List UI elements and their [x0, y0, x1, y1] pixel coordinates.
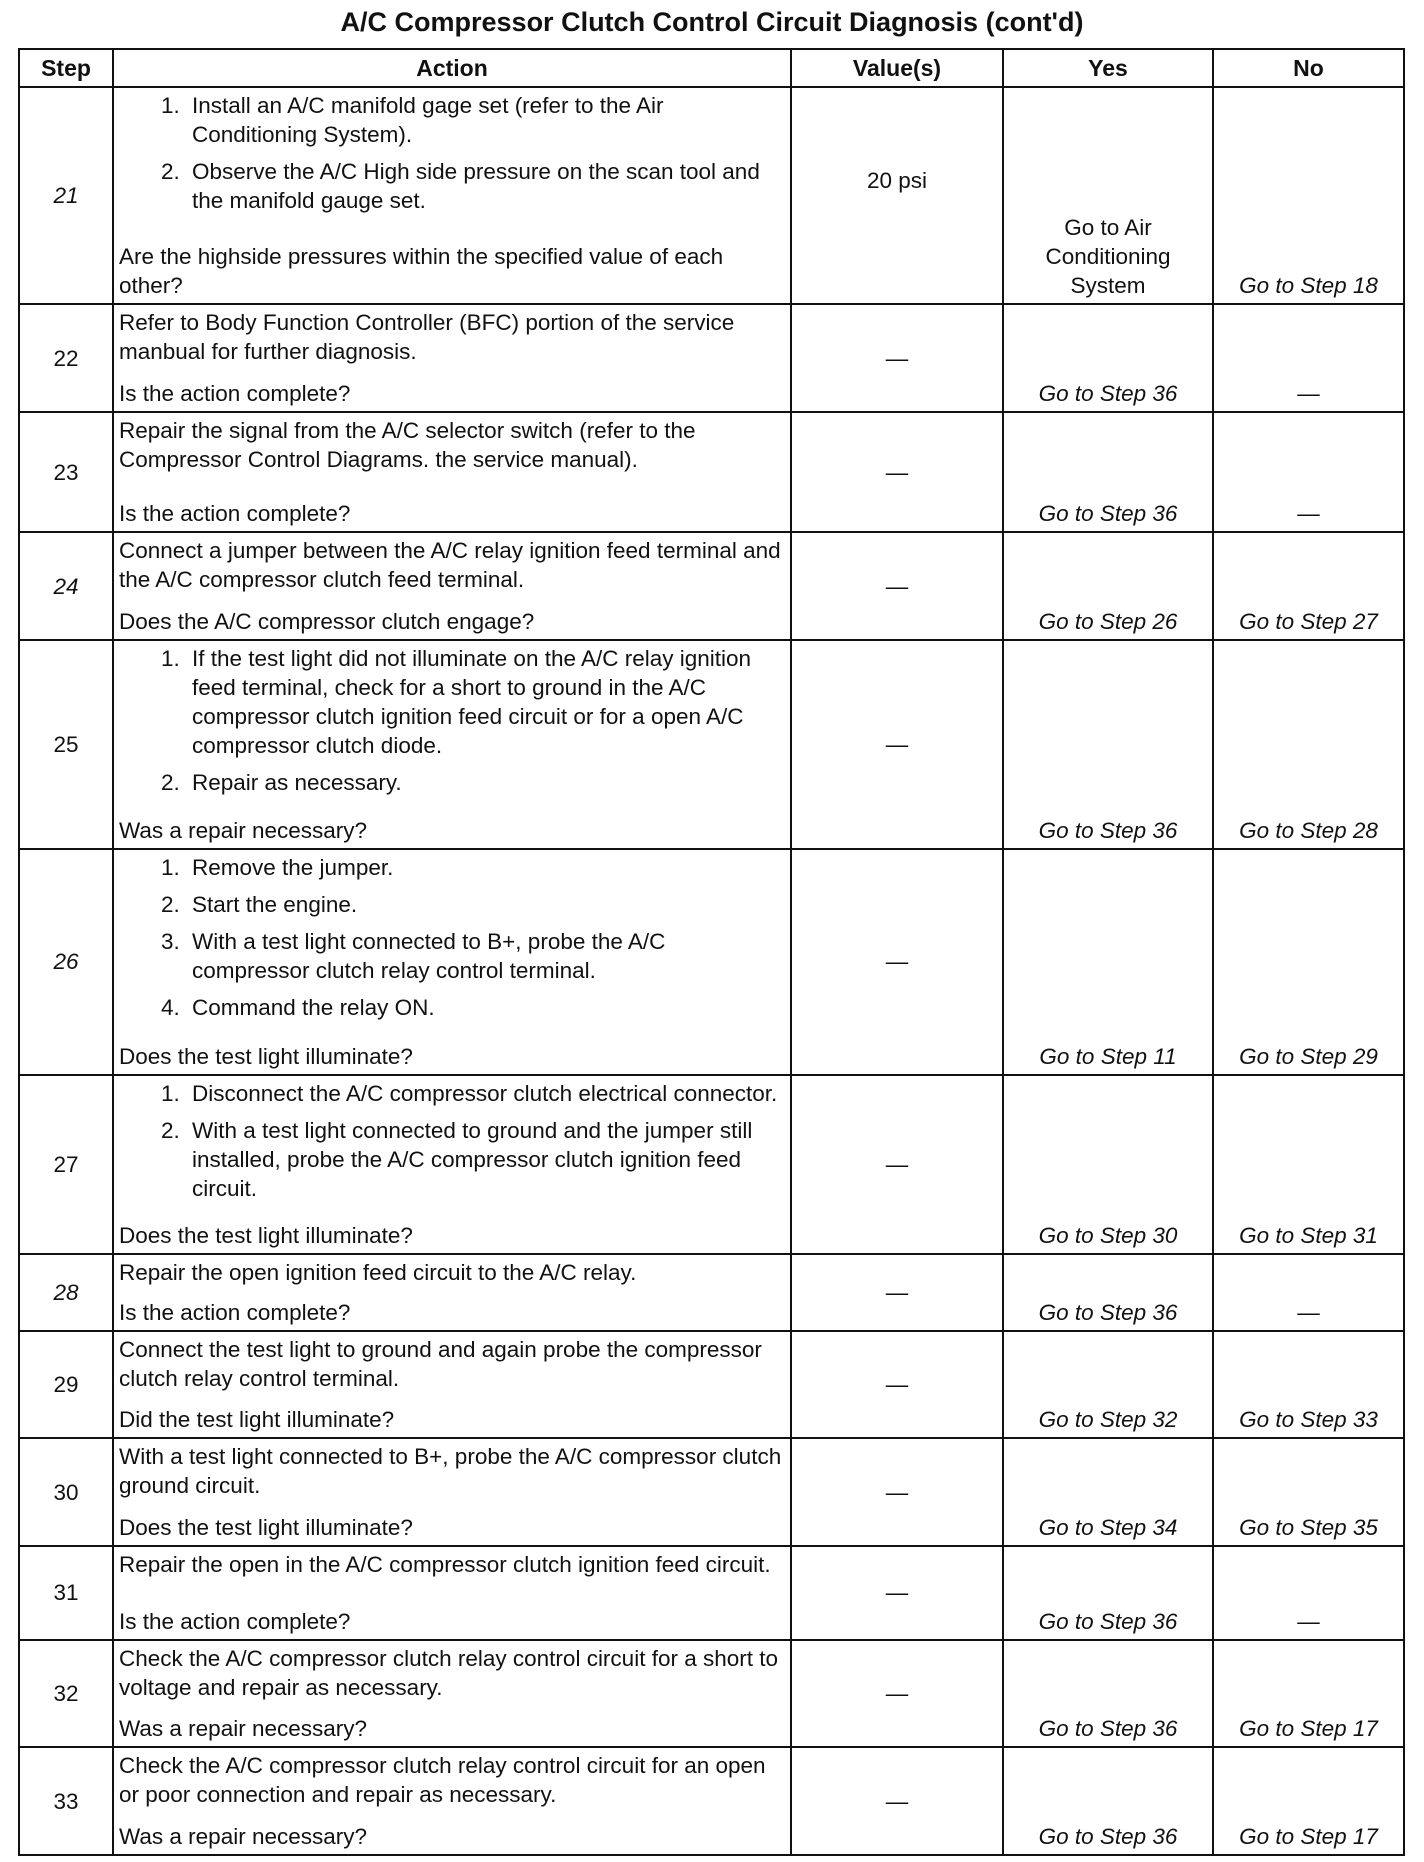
page-title: A/C Compressor Clutch Control Circuit Diagnosis (cont'd): [340, 7, 1084, 37]
yes-cell: Go to Step 36: [1003, 1747, 1213, 1855]
table-row: [19, 1331, 1404, 1439]
action-cell: [113, 1438, 791, 1546]
action-cell: [113, 304, 791, 412]
step-number: 22: [19, 304, 113, 412]
action-steps: [119, 644, 784, 797]
value-cell: —: [791, 1640, 1003, 1748]
header-action: Action: [113, 49, 791, 87]
table-row: [19, 1546, 1404, 1640]
action-question: Does the A/C compressor clutch engage?: [119, 609, 535, 635]
value-cell: 20 psi: [791, 87, 1003, 304]
yes-cell: Go to Step 26: [1003, 532, 1213, 640]
action-question: Are the highside pressures within the specified value of each other?: [119, 244, 724, 299]
action-text: Refer to Body Function Controller (BFC) portion of the service manbual for further diagnosis.: [119, 310, 735, 365]
action-question: Did the test light illuminate?: [119, 1407, 395, 1433]
action-cell: [113, 1254, 791, 1331]
yes-cell: Go to Step 11: [1003, 849, 1213, 1075]
no-cell: Go to Step 33: [1213, 1331, 1404, 1439]
step-number: 27: [19, 1075, 113, 1254]
action-text: Connect a jumper between the A/C relay ignition feed terminal and the A/C compressor clutch feed terminal.: [119, 538, 781, 593]
no-cell: Go to Step 35: [1213, 1438, 1404, 1546]
yes-cell: Go to Step 36: [1003, 1546, 1213, 1640]
table-row: [19, 1747, 1404, 1855]
action-question: Does the test light illuminate?: [119, 1222, 413, 1248]
header-row: [19, 49, 1404, 87]
action-question: Is the action complete?: [119, 1299, 351, 1325]
action-text: Check the A/C compressor clutch relay control circuit for a short to voltage and repair as necessary.: [119, 1645, 779, 1700]
action-cell: [113, 1546, 791, 1640]
yes-cell: Go to Step 34: [1003, 1438, 1213, 1546]
step-number: 21: [19, 87, 113, 304]
value-cell: —: [791, 1438, 1003, 1546]
no-cell: Go to Step 27: [1213, 532, 1404, 640]
action-cell: [113, 1640, 791, 1748]
table-row: [19, 412, 1404, 532]
action-cell: [113, 849, 791, 1075]
action-text: Repair the signal from the A/C selector switch (refer to the Compressor Control Diagrams. the service manual).: [119, 418, 696, 473]
no-cell: Go to Step 17: [1213, 1640, 1404, 1748]
step-number: 31: [19, 1546, 113, 1640]
header-no: No: [1213, 49, 1404, 87]
action-cell: [113, 1747, 791, 1855]
no-cell: Go to Step 18: [1213, 87, 1404, 304]
action-steps: [119, 1079, 784, 1203]
table-row: [19, 1254, 1404, 1331]
action-step-item: 2. Observe the A/C High side pressure on the scan tool and the manifold gauge set.: [186, 157, 784, 215]
yes-cell: Go to Step 36: [1003, 640, 1213, 849]
step-number: 30: [19, 1438, 113, 1546]
action-cell: [113, 1331, 791, 1439]
action-step-item: 1. Install an A/C manifold gage set (refer to the Air Conditioning System).: [186, 91, 784, 149]
table-row: [19, 532, 1404, 640]
value-cell: —: [791, 1331, 1003, 1439]
value-cell: —: [791, 640, 1003, 849]
step-number: 29: [19, 1331, 113, 1439]
no-cell: —: [1213, 412, 1404, 532]
no-cell: Go to Step 17: [1213, 1747, 1404, 1855]
no-cell: —: [1213, 1254, 1404, 1331]
no-cell: Go to Step 29: [1213, 849, 1404, 1075]
value-cell: —: [791, 1546, 1003, 1640]
value-cell: —: [791, 1075, 1003, 1254]
step-number: 24: [19, 532, 113, 640]
action-question: Was a repair necessary?: [119, 1716, 368, 1742]
no-cell: —: [1213, 1546, 1404, 1640]
action-text: Repair the open in the A/C compressor clutch ignition feed circuit.: [119, 1551, 771, 1577]
action-step-item: 1. If the test light did not illuminate on the A/C relay ignition feed terminal, check for a short to ground in the A/C compressor clutch ignition feed circuit or for a open A/C compressor clutch diode.: [186, 644, 784, 760]
header-yes: Yes: [1003, 49, 1213, 87]
action-question: Is the action complete?: [119, 1608, 351, 1634]
action-question: Does the test light illuminate?: [119, 1043, 413, 1069]
step-number: 28: [19, 1254, 113, 1331]
diagnosis-table: [18, 48, 1405, 1856]
table-row: [19, 1438, 1404, 1546]
table-row: [19, 849, 1404, 1075]
action-cell: [113, 1075, 791, 1254]
step-number: 26: [19, 849, 113, 1075]
value-cell: —: [791, 532, 1003, 640]
action-steps: [119, 853, 784, 1022]
value-cell: —: [791, 1254, 1003, 1331]
table-row: [19, 1075, 1404, 1254]
action-text: Connect the test light to ground and again probe the compressor clutch relay control terminal.: [119, 1336, 762, 1391]
action-text: With a test light connected to B+, probe the A/C compressor clutch ground circuit.: [119, 1444, 782, 1499]
action-cell: [113, 87, 791, 304]
value-cell: —: [791, 849, 1003, 1075]
value-cell: —: [791, 412, 1003, 532]
step-number: 32: [19, 1640, 113, 1748]
header-step: Step: [19, 49, 113, 87]
yes-cell: Go to Step 36: [1003, 412, 1213, 532]
yes-cell: Go to Step 36: [1003, 304, 1213, 412]
action-step-item: 1. Disconnect the A/C compressor clutch electrical connector.: [186, 1079, 784, 1108]
action-step-item: 2. With a test light connected to ground and the jumper still installed, probe the A/C compressor clutch ignition feed circuit.: [186, 1116, 784, 1203]
action-question: Does the test light illuminate?: [119, 1514, 413, 1540]
step-number: 33: [19, 1747, 113, 1855]
action-question: Is the action complete?: [119, 501, 351, 527]
action-steps: [119, 91, 784, 215]
no-cell: Go to Step 31: [1213, 1075, 1404, 1254]
action-cell: [113, 532, 791, 640]
action-step-item: 3. With a test light connected to B+, probe the A/C compressor clutch relay control terminal.: [186, 927, 784, 985]
action-step-item: 1. Remove the jumper.: [186, 853, 784, 882]
table-row: [19, 87, 1404, 304]
action-text: Repair the open ignition feed circuit to the A/C relay.: [119, 1259, 637, 1285]
value-cell: —: [791, 1747, 1003, 1855]
action-question: Was a repair necessary?: [119, 1824, 368, 1849]
action-cell: [113, 640, 791, 849]
action-text: Check the A/C compressor clutch relay control circuit for an open or poor connection and repair as necessary.: [119, 1753, 766, 1808]
yes-cell: Go to Step 32: [1003, 1331, 1213, 1439]
table-row: [19, 304, 1404, 412]
yes-cell: Go to Step 36: [1003, 1640, 1213, 1748]
no-cell: —: [1213, 304, 1404, 412]
yes-cell: Go to Step 36: [1003, 1254, 1213, 1331]
table-row: [19, 640, 1404, 849]
table-row: [19, 1640, 1404, 1748]
action-step-item: 2. Repair as necessary.: [186, 768, 784, 797]
action-cell: [113, 412, 791, 532]
action-step-item: 2. Start the engine.: [186, 890, 784, 919]
value-cell: —: [791, 304, 1003, 412]
step-number: 23: [19, 412, 113, 532]
action-step-item: 4. Command the relay ON.: [186, 993, 784, 1022]
yes-cell: Go to Air Conditioning System: [1003, 87, 1213, 304]
no-cell: Go to Step 28: [1213, 640, 1404, 849]
yes-cell: Go to Step 30: [1003, 1075, 1213, 1254]
step-number: 25: [19, 640, 113, 849]
action-question: Is the action complete?: [119, 381, 351, 407]
action-question: Was a repair necessary?: [119, 817, 368, 843]
header-values: Value(s): [791, 49, 1003, 87]
